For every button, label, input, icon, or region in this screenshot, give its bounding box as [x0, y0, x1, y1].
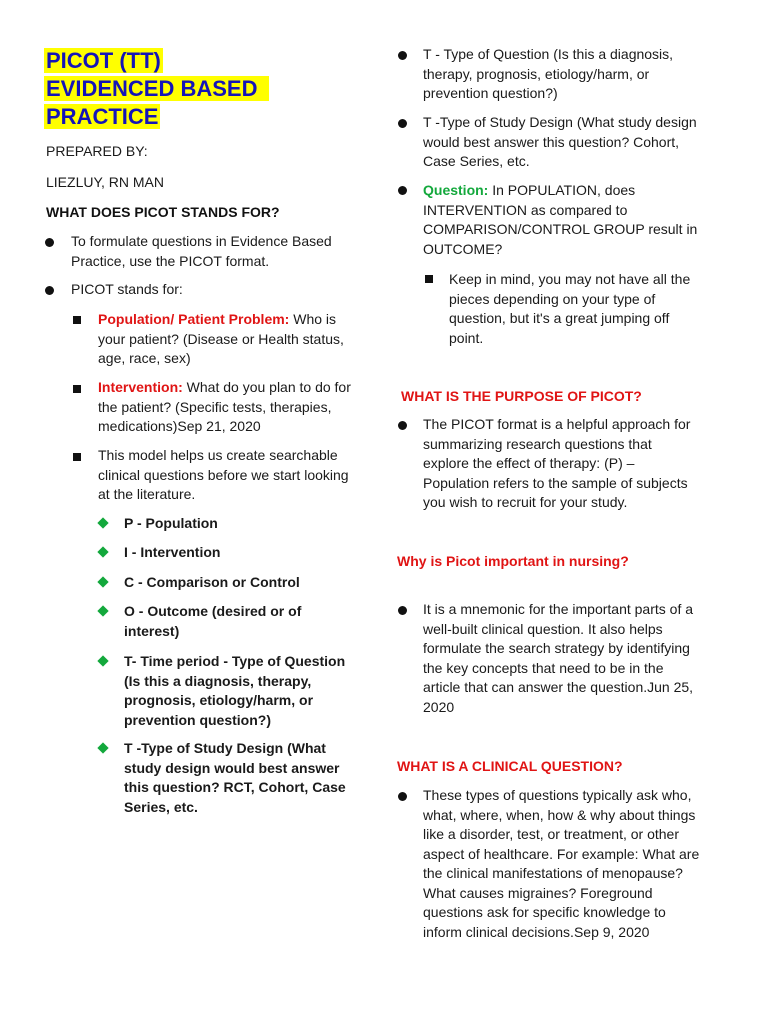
- list-item-study-design: T -Type of Study Design (What study design would best answer this question? Cohort, Case Series, etc.: [423, 114, 697, 169]
- list-item-question: Question: In POPULATION, does INTERVENTION as compared to COMPARISON/CONTROL GROUP result in OUTCOME?: [423, 182, 698, 257]
- clinical-paragraph: These types of questions typically ask who, what, where, when, how & why about things like a disorder, test, or treatment, or other aspect of healthcare. For example: What are the clinical manifestations of menopause? What causes migraines? Foreground questions ask for specific knowledge to inform clinical decisions.Sep 9, 2020: [423, 787, 700, 940]
- bullet-dot-icon: [398, 51, 407, 60]
- author: LIEZLUY, RN MAN: [46, 174, 164, 190]
- bullet-dot-icon: [398, 421, 407, 430]
- list-item-type-question: T - Type of Question (Is this a diagnosis, therapy, prognosis, etiology/harm, or prevention question?): [423, 46, 674, 101]
- list-item-intervention: Intervention: What do you plan to do for the patient? (Specific tests, therapies, medications)Sep 21, 2020: [98, 379, 351, 434]
- picot-item-o: O - Outcome (desired or of interest): [124, 603, 302, 639]
- list-item-population: Population/ Patient Problem: Who is your patient? (Disease or Health status, age, race, sex): [98, 311, 344, 366]
- bullet-dot-icon: [398, 119, 407, 128]
- square-bullet-icon: [73, 316, 81, 324]
- diamond-bullet-icon: [97, 655, 108, 666]
- diamond-bullet-icon: [97, 576, 108, 587]
- diamond-bullet-icon: [97, 517, 108, 528]
- diamond-bullet-icon: [97, 742, 108, 753]
- why-paragraph: It is a mnemonic for the important parts of a well-built clinical question. It also helps formulate the search strategy by identifying the key concepts that need to be in the article that can answer the question.Jun 25, 2020: [423, 601, 694, 715]
- list-item: To formulate questions in Evidence Based Practice, use the PICOT format.: [71, 233, 332, 269]
- bullet-dot-icon: [45, 286, 54, 295]
- clinical-question-heading: WHAT IS A CLINICAL QUESTION?: [397, 758, 623, 774]
- diamond-bullet-icon: [97, 605, 108, 616]
- picot-item-c: C - Comparison or Control: [124, 574, 300, 590]
- list-item: PICOT stands for:: [71, 281, 183, 297]
- picot-item-t2: T -Type of Study Design (What study design would best answer this question? RCT, Cohort, Case Series, etc.: [124, 740, 346, 815]
- bullet-dot-icon: [398, 792, 407, 801]
- bullet-dot-icon: [398, 186, 407, 195]
- bullet-dot-icon: [45, 238, 54, 247]
- square-bullet-icon: [73, 453, 81, 461]
- stands-for-heading: WHAT DOES PICOT STANDS FOR?: [46, 204, 280, 220]
- bullet-dot-icon: [398, 606, 407, 615]
- picot-item-t1: T- Time period - Type of Question (Is this a diagnosis, therapy, prognosis, etiology/harm, or prevention question?): [124, 653, 346, 728]
- list-item-model: This model helps us create searchable clinical questions before we start looking at the literature.: [98, 447, 349, 502]
- title-line-1: PICOT (TT): [46, 48, 161, 73]
- picot-item-i: I - Intervention: [124, 544, 221, 560]
- square-bullet-icon: [425, 275, 433, 283]
- page-title: [44, 47, 269, 131]
- picot-item-p: P - Population: [124, 515, 218, 531]
- diamond-bullet-icon: [97, 546, 108, 557]
- title-line-3: PRACTICE: [46, 104, 159, 129]
- title-line-2: EVIDENCED BASED: [44, 76, 269, 101]
- list-item-keep-in-mind: Keep in mind, you may not have all the pieces depending on your type of question, but it's a great jumping off point.: [449, 271, 691, 346]
- purpose-heading: WHAT IS THE PURPOSE OF PICOT?: [401, 388, 642, 404]
- purpose-paragraph: The PICOT format is a helpful approach for summarizing research questions that explore the effect of therapy: (P) – Population refers to the sample of subjects you wish to recruit for your study.: [423, 416, 691, 510]
- why-heading: Why is Picot important in nursing?: [397, 553, 629, 569]
- square-bullet-icon: [73, 385, 81, 393]
- prepared-by: PREPARED BY:: [46, 143, 148, 159]
